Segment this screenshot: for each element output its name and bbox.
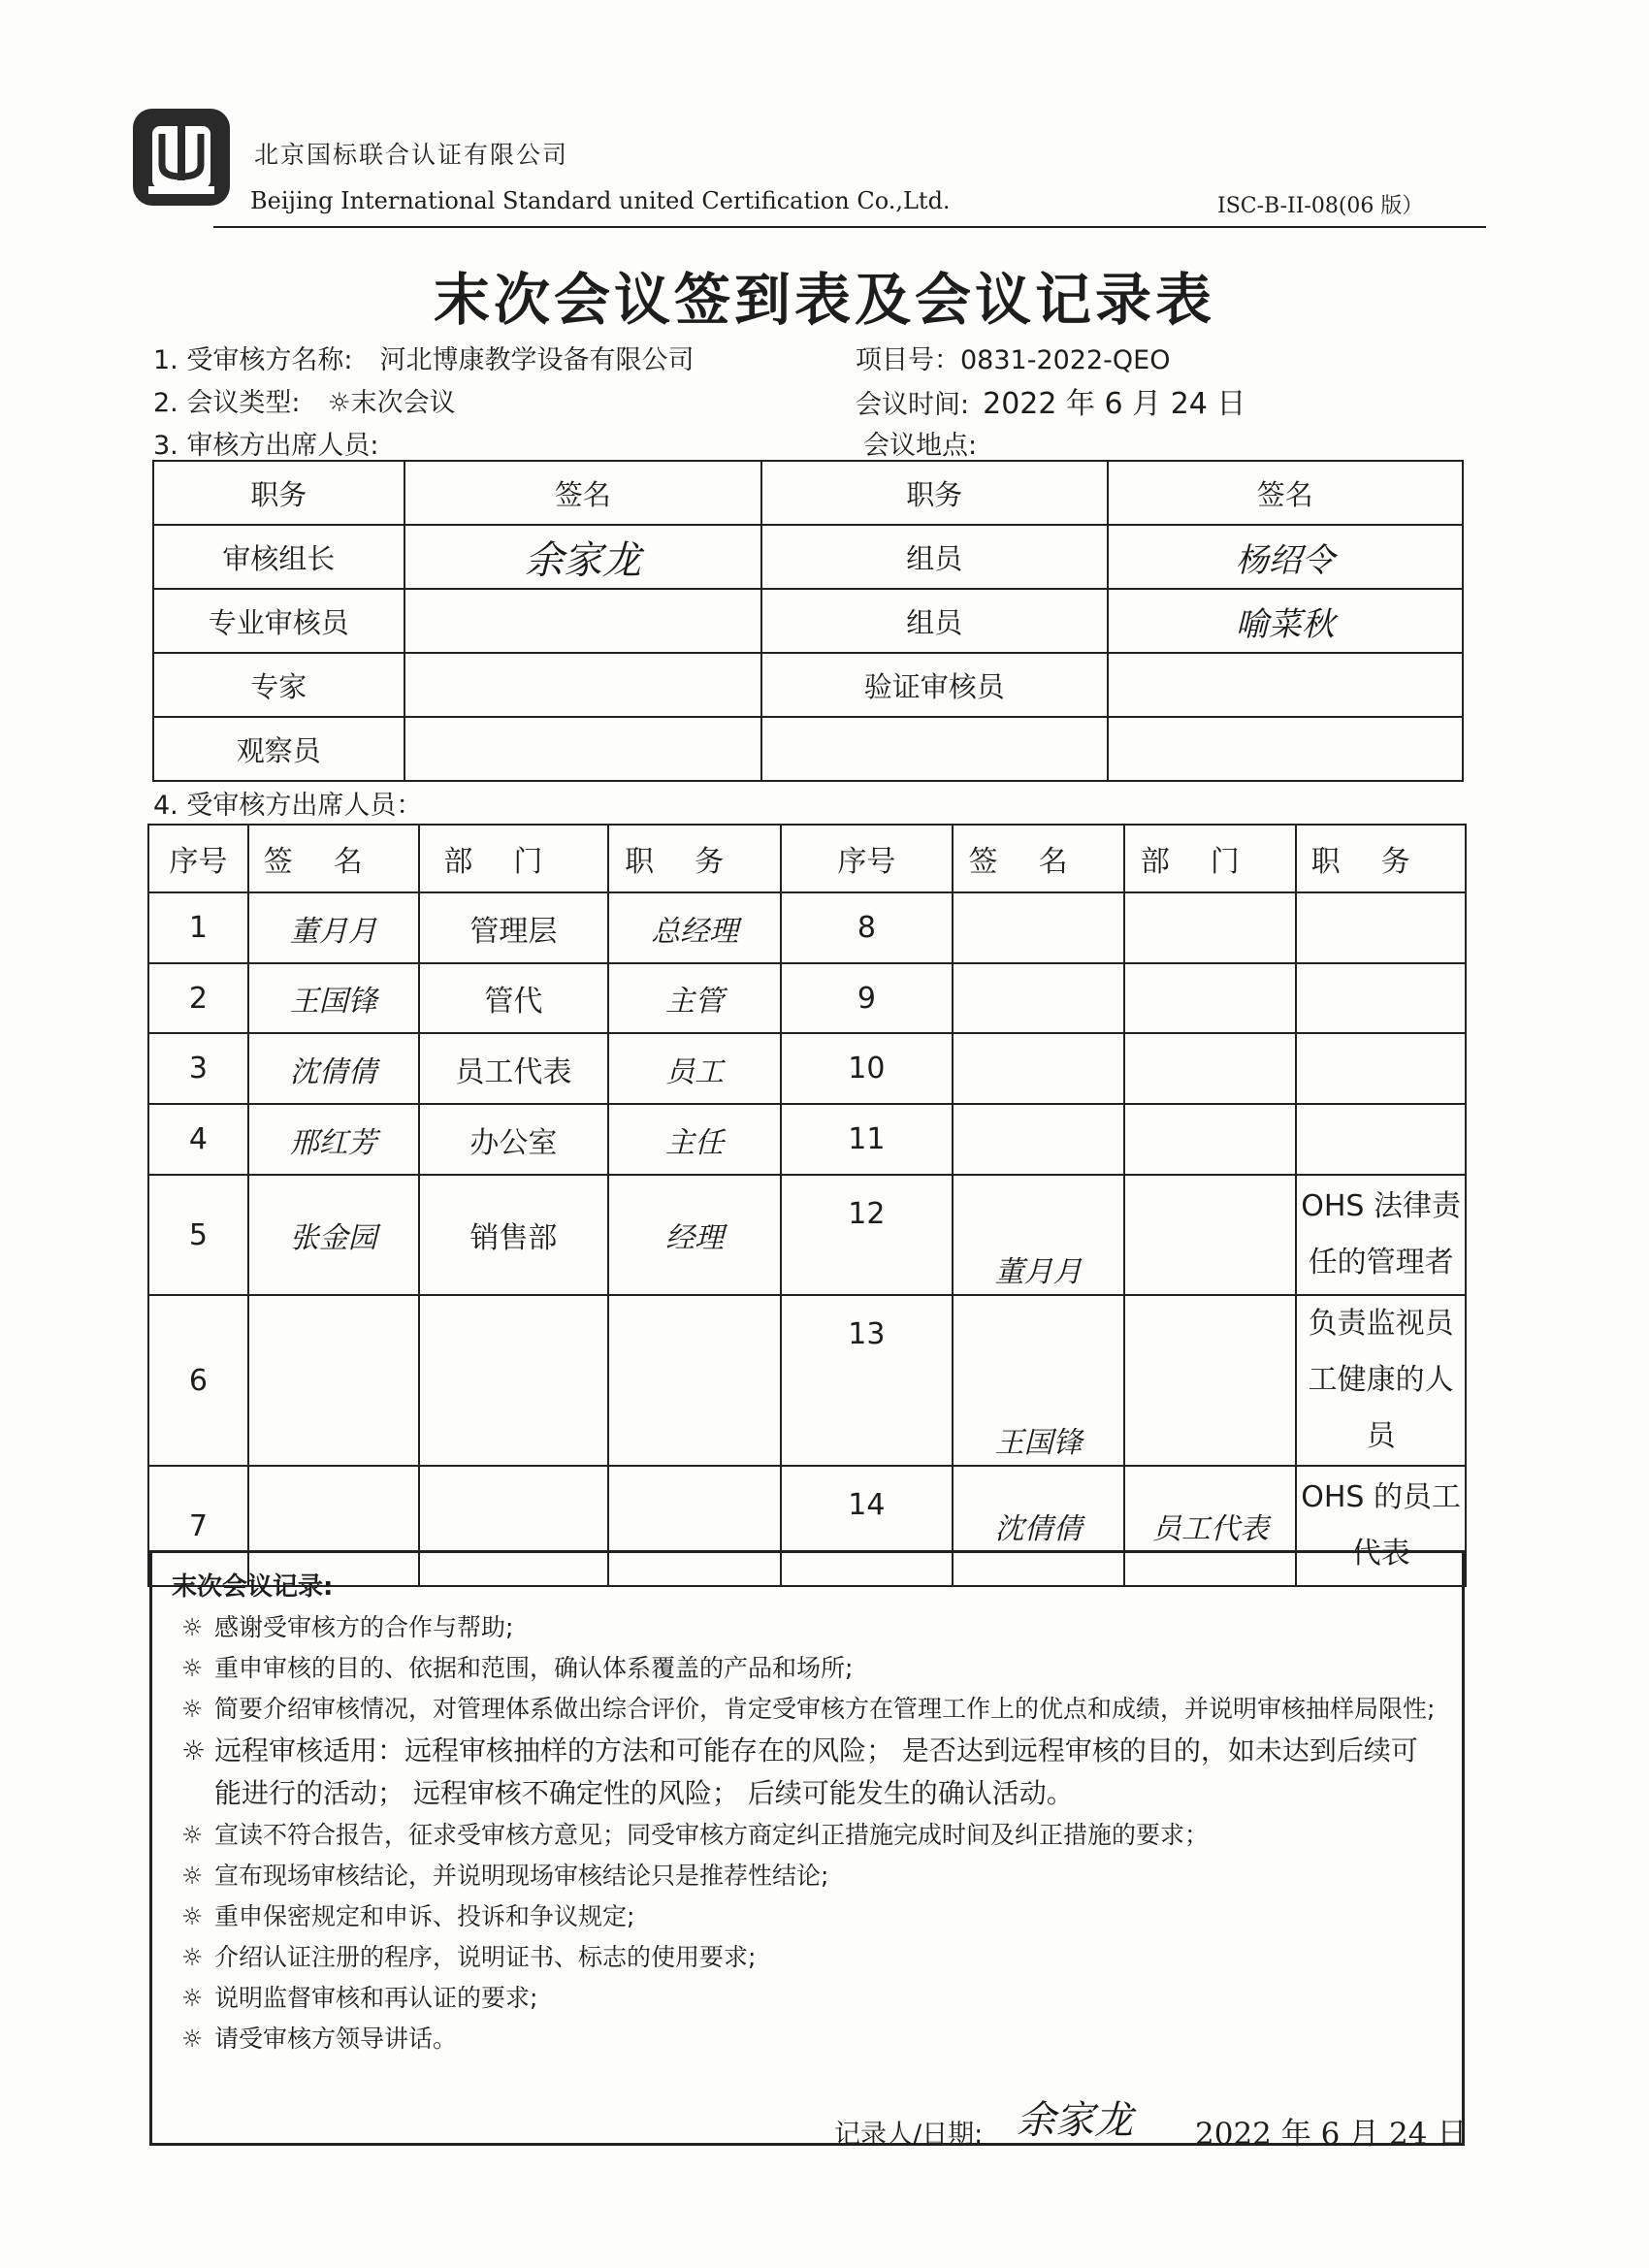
company-name-cn: 北京国标联合认证有限公司 (254, 141, 569, 169)
number-cell: 7 (148, 1466, 248, 1586)
duty-cell (608, 1295, 781, 1466)
recorder-date: 2022 年 6 月 24 日 (1195, 2117, 1468, 2152)
note-text: 简要介绍审核情况，对管理体系做出综合评价，肯定受审核方在管理工作上的优点和成绩，并说明审核抽样局限性; (214, 1695, 1436, 1723)
header-cell: 职务 (153, 461, 404, 525)
company-logo (129, 105, 234, 210)
number-cell: 10 (781, 1033, 953, 1104)
duty-cell: OHS 的员工代表 (1296, 1466, 1466, 1586)
list-item (174, 1937, 1442, 1978)
table-row (153, 525, 1463, 589)
department-cell: 办公室 (419, 1104, 609, 1175)
department-cell: 管理层 (419, 892, 609, 963)
header-cell: 序号 (148, 825, 248, 892)
list-item (174, 1856, 1442, 1896)
header-cell: 序号 (781, 825, 953, 892)
role-cell: 组员 (761, 589, 1107, 653)
duty-cell: 负责监视员工健康的人员 (1296, 1295, 1466, 1466)
auditee-name-line (153, 339, 694, 376)
bullet-icon: ☼ (181, 1862, 204, 1890)
duty-cell (1296, 1104, 1466, 1175)
header-cell: 职务 (761, 461, 1107, 525)
signature-cell (953, 963, 1125, 1033)
number-cell: 13 (781, 1295, 953, 1466)
note-text: 说明监督审核和再认证的要求; (214, 1984, 538, 2012)
table-row (148, 1175, 1466, 1295)
note-text: 重申审核的目的、依据和范围，确认体系覆盖的产品和场所; (214, 1654, 854, 1682)
auditee-attendees-label: 4. 受审核方出席人员： (153, 791, 423, 821)
list-item (174, 1607, 1442, 1648)
header-cell: 职务 (1296, 825, 1466, 892)
signature-cell: 邢红芳 (248, 1104, 419, 1175)
department-cell: 员工代表 (1124, 1466, 1296, 1586)
duty-cell: 经理 (608, 1175, 781, 1295)
role-cell: 验证审核员 (761, 653, 1107, 717)
meeting-time-line (856, 379, 1245, 422)
list-item (174, 2019, 1442, 2059)
project-value: 0831-2022-QEO (960, 345, 1171, 375)
department-cell (1124, 1175, 1296, 1295)
recorder-label: 记录人/日期: (834, 2120, 984, 2150)
bullet-icon: ☼ (181, 1984, 204, 2012)
header-cell: 签名 (404, 461, 761, 525)
table-header-row (153, 461, 1463, 525)
note-text: 介绍认证注册的程序，说明证书、标志的使用要求; (214, 1943, 757, 1971)
list-item (174, 1896, 1442, 1937)
number-cell: 2 (148, 963, 248, 1033)
role-cell: 审核组长 (153, 525, 404, 589)
number-cell: 14 (781, 1466, 953, 1586)
project-line (856, 339, 1170, 376)
signature-cell: 董月月 (248, 892, 419, 963)
table-row (148, 1104, 1466, 1175)
bullet-icon: ☼ (181, 1821, 204, 1849)
department-cell (1124, 1295, 1296, 1466)
number-cell: 8 (781, 892, 953, 963)
signature-cell: 杨绍令 (1108, 525, 1463, 589)
note-text: 远程审核适用：远程审核抽样的方法和可能存在的风险； 是否达到远程审核的目的，如未达到后续可能进行的活动； 远程审核不确定性的风险； 后续可能发生的确认活动。 (214, 1734, 1418, 1809)
table-row (153, 653, 1463, 717)
signature-cell (1108, 717, 1463, 781)
department-cell (1124, 1033, 1296, 1104)
signature-cell: 张金园 (248, 1175, 419, 1295)
duty-cell: 主管 (608, 963, 781, 1033)
auditor-attendance-table (152, 460, 1464, 782)
signature-cell (953, 1104, 1125, 1175)
notes-heading: 末次会议记录: (172, 1572, 334, 1602)
number-cell: 1 (148, 892, 248, 963)
signature-cell: 沈倩倩 (953, 1466, 1125, 1586)
department-cell: 员工代表 (419, 1033, 609, 1104)
document-code: ISC-B-II-08(06 版） (1217, 194, 1424, 218)
department-cell (1124, 963, 1296, 1033)
department-cell (1124, 892, 1296, 963)
location-label: 会议地点: (863, 431, 978, 461)
signature-cell (404, 589, 761, 653)
signature-cell (248, 1295, 419, 1466)
header-cell: 职务 (608, 825, 781, 892)
table-row (148, 1033, 1466, 1104)
header-cell: 部门 (1124, 825, 1296, 892)
duty-cell (1296, 892, 1466, 963)
bullet-icon: ☼ (181, 1695, 204, 1723)
project-label: 项目号： (856, 345, 960, 375)
signature-cell: 喻菜秋 (1108, 589, 1463, 653)
header-cell: 签名 (1108, 461, 1463, 525)
bullet-icon: ☼ (181, 1943, 204, 1971)
department-cell (419, 1295, 609, 1466)
meeting-time-value: 2022 年 6 月 24 日 (983, 387, 1246, 421)
note-text: 感谢受审核方的合作与帮助; (214, 1613, 514, 1641)
note-text: 请受审核方领导讲话。 (214, 2025, 458, 2053)
meeting-type-value: ☼末次会议 (327, 388, 456, 418)
bullet-icon: ☼ (181, 1902, 204, 1930)
signature-cell: 王国锋 (248, 963, 419, 1033)
signature-cell (953, 892, 1125, 963)
header-cell: 签名 (248, 825, 419, 892)
signature-cell: 沈倩倩 (248, 1033, 419, 1104)
header-divider (213, 226, 1486, 228)
department-cell: 管代 (419, 963, 609, 1033)
role-cell: 组员 (761, 525, 1107, 589)
meeting-time-label: 会议时间: (856, 390, 970, 420)
list-item (174, 1648, 1442, 1689)
number-cell: 3 (148, 1033, 248, 1104)
note-text: 宣读不符合报告，征求受审核方意见；同受审核方商定纠正措施完成时间及纠正措施的要求； (214, 1821, 1210, 1849)
bullet-icon: ☼ (181, 2025, 204, 2053)
role-cell: 观察员 (153, 717, 404, 781)
table-row (148, 892, 1466, 963)
signature-cell (404, 717, 761, 781)
recorder-signature: 余家龙 (1017, 2098, 1133, 2143)
duty-cell: 主任 (608, 1104, 781, 1175)
number-cell: 9 (781, 963, 953, 1033)
meeting-type-label: 2. 会议类型: (153, 388, 301, 418)
bullet-icon: ☼ (181, 1613, 204, 1641)
header-cell: 部门 (419, 825, 609, 892)
auditee-attendance-table (147, 824, 1467, 1587)
page-title: 末次会议签到表及会议记录表 (433, 267, 1215, 333)
auditee-value: 河北博康教学设备有限公司 (379, 345, 695, 375)
table-row (153, 717, 1463, 781)
signature-cell (953, 1033, 1125, 1104)
signature-cell: 余家龙 (404, 525, 761, 589)
department-cell: 销售部 (419, 1175, 609, 1295)
list-item (174, 1730, 1442, 1815)
signature-cell (1108, 653, 1463, 717)
auditor-attendees-label: 3. 审核方出席人员: (153, 431, 379, 461)
duty-cell: 总经理 (608, 892, 781, 963)
header-cell: 签名 (953, 825, 1125, 892)
signature-cell: 董月月 (953, 1175, 1125, 1295)
auditee-label: 1. 受审核方名称: (153, 345, 353, 375)
number-cell: 4 (148, 1104, 248, 1175)
company-name-en: Beijing International Standard united Certification Co.,Ltd. (250, 187, 951, 214)
bullet-icon: ☼ (181, 1734, 207, 1766)
table-row (148, 1295, 1466, 1466)
table-row (153, 589, 1463, 653)
signature-cell: 王国锋 (953, 1295, 1125, 1466)
department-cell (1124, 1104, 1296, 1175)
note-text: 宣布现场审核结论，并说明现场审核结论只是推荐性结论; (214, 1862, 829, 1890)
table-header-row (148, 825, 1466, 892)
role-cell: 专业审核员 (153, 589, 404, 653)
table-row (148, 963, 1466, 1033)
number-cell: 5 (148, 1175, 248, 1295)
number-cell: 6 (148, 1295, 248, 1466)
duty-cell (1296, 1033, 1466, 1104)
meeting-type-line (153, 381, 456, 419)
duty-cell: 员工 (608, 1033, 781, 1104)
notes-list (174, 1607, 1442, 2059)
meeting-notes-box (149, 1550, 1465, 2146)
number-cell: 11 (781, 1104, 953, 1175)
list-item (174, 1978, 1442, 2019)
bullet-icon: ☼ (181, 1654, 204, 1682)
list-item (174, 1689, 1442, 1730)
signature-cell (404, 653, 761, 717)
list-item (174, 1815, 1442, 1856)
role-cell (761, 717, 1107, 781)
duty-cell: OHS 法律责任的管理者 (1296, 1175, 1466, 1295)
note-text: 重申保密规定和申诉、投诉和争议规定; (214, 1902, 635, 1930)
duty-cell (1296, 963, 1466, 1033)
role-cell: 专家 (153, 653, 404, 717)
number-cell: 12 (781, 1175, 953, 1295)
